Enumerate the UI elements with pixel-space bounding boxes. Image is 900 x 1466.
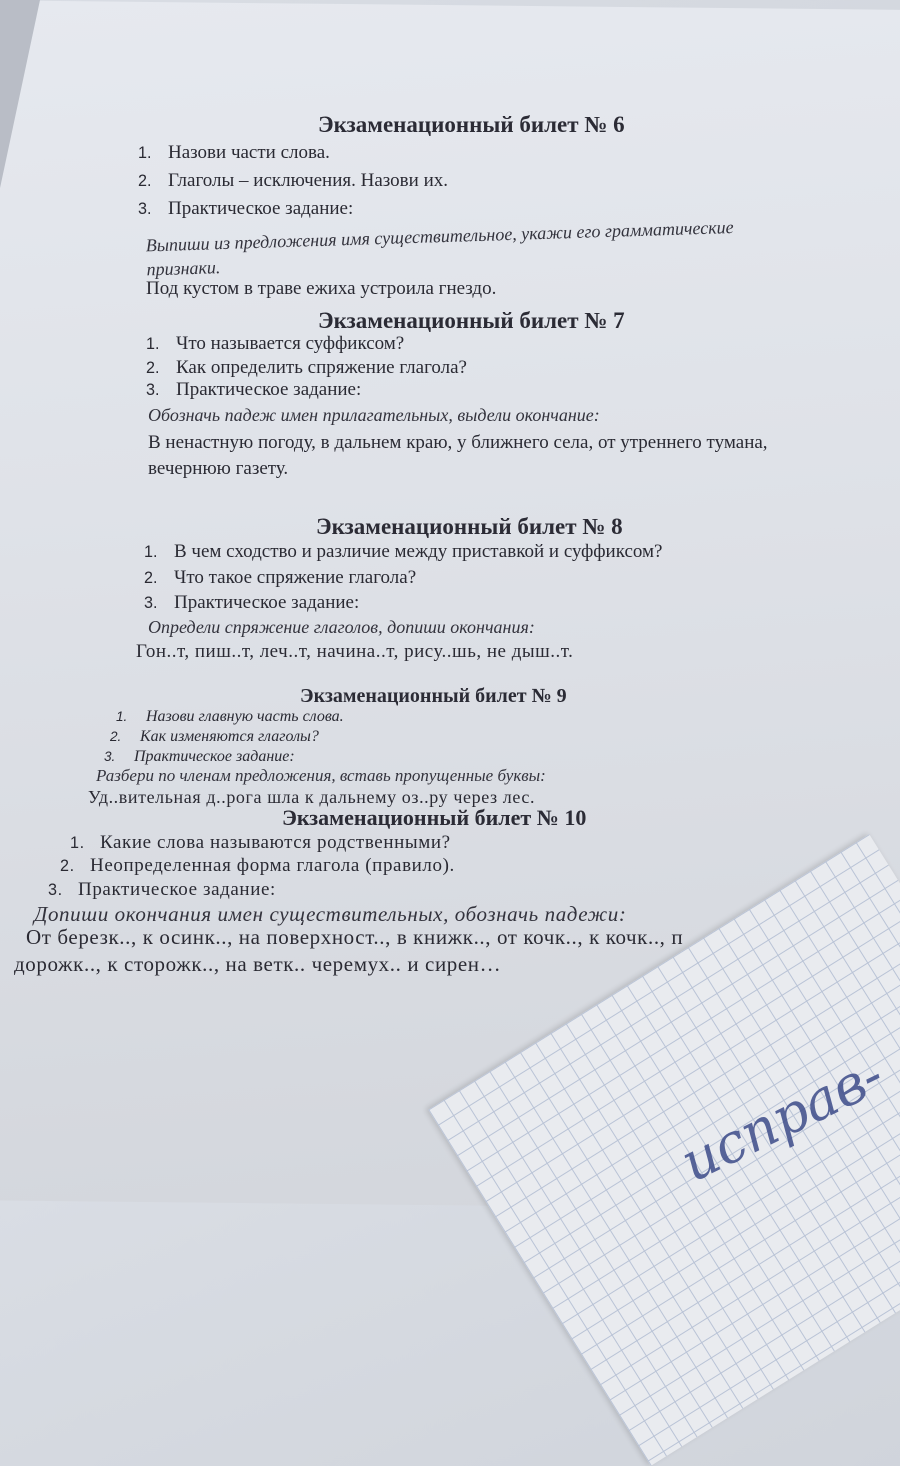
- task-exercise: Гон..т, пиш..т, леч..т, начина..т, рису..шь, не дыш..т.: [136, 641, 574, 662]
- question-3: 3. Практическое задание:: [138, 198, 354, 219]
- question-3: 3. Практическое задание:: [104, 748, 295, 765]
- task-exercise-line-2: дорожк.., к сторожк.., на ветк.. черемух.. и сирен…: [14, 952, 502, 976]
- question-3: 3. Практическое задание:: [48, 879, 276, 900]
- ticket-title: Экзаменационный билет № 8: [316, 514, 623, 539]
- question-1: 1. Что называется суффиксом?: [146, 333, 405, 354]
- question-2: 2. Неопределенная форма глагола (правило).: [60, 855, 455, 876]
- task-exercise: Уд..вительная д..рога шла к дальнему оз..ру через лес.: [88, 787, 536, 807]
- task-exercise: В ненастную погоду, в дальнем краю, у ближнего села, от утреннего тумана, вечернюю газету.: [148, 432, 768, 479]
- question-3: 3. Практическое задание:: [146, 379, 362, 400]
- task-instruction: Разбери по членам предложения, вставь пропущенные буквы:: [96, 766, 546, 785]
- ticket-title: Экзаменационный билет № 6: [318, 112, 625, 137]
- question-1: 1. В чем сходство и различие между приставкой и суффиксом?: [144, 541, 663, 562]
- question-3: 3. Практическое задание:: [144, 592, 360, 613]
- ticket-title: Экзаменационный билет № 7: [318, 308, 625, 333]
- question-1: 1. Какие слова называются родственными?: [70, 832, 451, 853]
- task-instruction: Допиши окончания имен существительных, обозначь падежи:: [34, 902, 627, 926]
- question-2: 2. Как изменяются глаголы?: [110, 728, 319, 745]
- task-instruction: Определи спряжение глаголов, допиши окончания:: [148, 617, 535, 637]
- ticket-title: Экзаменационный билет № 9: [300, 685, 567, 707]
- question-2: 2. Что такое спряжение глагола?: [144, 567, 417, 588]
- question-2: 2. Как определить спряжение глагола?: [146, 357, 467, 378]
- question-1: 1. Назови главную часть слова.: [116, 708, 344, 725]
- task-instruction: Выпиши из предложения имя существительное, укажи его грамматические признаки.: [145, 216, 734, 280]
- task-exercise: Под кустом в траве ежиха устроила гнездо.: [146, 278, 497, 299]
- task-exercise-line-1: От березк.., к осинк.., на поверхност.., в книжк.., от кочк.., к кочк.., п: [26, 925, 684, 949]
- question-1: 1. Назови части слова.: [138, 142, 330, 163]
- task-instruction: Обозначь падеж имен прилагательных, выдели окончание:: [148, 405, 600, 425]
- ticket-title: Экзаменационный билет № 10: [282, 805, 587, 830]
- question-2: 2. Глаголы – исключения. Назови их.: [138, 170, 448, 191]
- handwritten-note: исправ-: [670, 1042, 893, 1195]
